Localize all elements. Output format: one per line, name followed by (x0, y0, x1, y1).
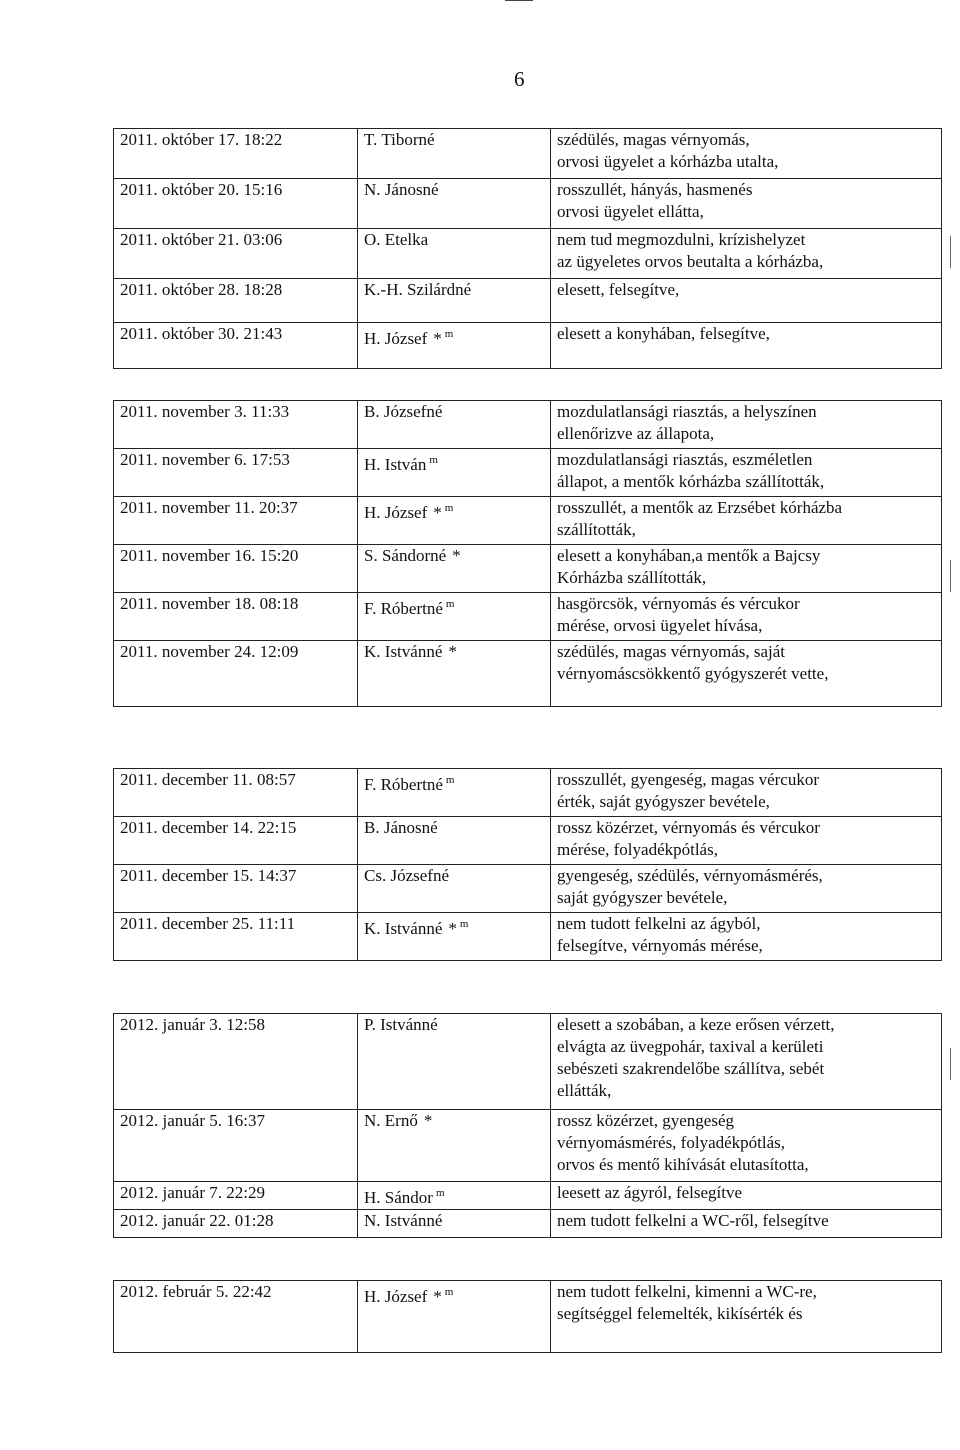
name-cell (358, 1182, 551, 1210)
date-cell: 2011. november 6. 17:53 (114, 449, 358, 497)
table-row (114, 279, 942, 323)
description-cell (551, 865, 942, 913)
description-cell (551, 497, 942, 545)
table-row (114, 1281, 942, 1353)
table-row (114, 1210, 942, 1238)
resident-name: Cs. Józsefné (364, 866, 449, 885)
name-cell (358, 1281, 551, 1353)
name-cell (358, 865, 551, 913)
table-row (114, 179, 942, 229)
description-line: elesett a szobában, a keze erősen vérzett, (557, 1015, 835, 1034)
description-cell (551, 279, 942, 323)
log-table (113, 768, 942, 961)
description-cell (551, 1014, 942, 1110)
name-cell (358, 913, 551, 961)
log-table (113, 1280, 942, 1353)
description-line: az ügyeletes orvos beutalta a kórházba, (557, 252, 824, 271)
scan-edge-mark (950, 560, 951, 592)
description-line: orvosi ügyelet a kórházba utalta, (557, 152, 779, 171)
date-cell: 2011. november 16. 15:20 (114, 545, 358, 593)
table-row (114, 449, 942, 497)
date-cell: 2012. január 22. 01:28 (114, 1210, 358, 1238)
resident-name: T. Tiborné (364, 130, 435, 149)
table-row (114, 913, 942, 961)
table-row (114, 323, 942, 369)
description-line: nem tud megmozdulni, krízishelyzet (557, 230, 806, 249)
description-cell (551, 449, 942, 497)
superscript-mark: m (445, 598, 455, 610)
superscript-mark: m (445, 774, 455, 786)
date-cell: 2012. január 5. 16:37 (114, 1110, 358, 1182)
description-cell (551, 1210, 942, 1238)
table-row (114, 817, 942, 865)
description-line: elesett a konyhában,a mentők a Bajcsy (557, 546, 821, 565)
superscript-mark: m (435, 1187, 445, 1199)
description-cell (551, 401, 942, 449)
description-line: gyengeség, szédülés, vérnyomásmérés, (557, 866, 823, 885)
description-line: Kórházba szállították, (557, 568, 707, 587)
name-cell (358, 323, 551, 369)
date-cell: 2011. november 3. 11:33 (114, 401, 358, 449)
description-cell (551, 229, 942, 279)
scan-edge-mark (950, 236, 951, 268)
resident-name: H. József (364, 503, 428, 522)
description-cell (551, 129, 942, 179)
description-line: mozdulatlansági riasztás, eszméletlen (557, 450, 813, 469)
resident-name: O. Etelka (364, 230, 429, 249)
description-line: felsegítve, vérnyomás mérése, (557, 936, 763, 955)
description-cell (551, 641, 942, 707)
description-line: vérnyomásmérés, folyadékpótlás, (557, 1133, 786, 1152)
date-cell: 2011. november 11. 20:37 (114, 497, 358, 545)
asterisk-mark: * (423, 1111, 433, 1130)
resident-name: K.-H. Szilárdné (364, 280, 472, 299)
page-number: 6 (514, 67, 525, 91)
table-row (114, 129, 942, 179)
date-cell: 2011. október 30. 21:43 (114, 323, 358, 369)
resident-name: K. Istvánné (364, 642, 443, 661)
description-line: vérnyomáscsökkentő gyógyszerét vette, (557, 664, 829, 683)
table-row (114, 497, 942, 545)
log-table (113, 400, 942, 707)
superscript-mark: m (429, 454, 438, 466)
description-line: rosszullét, gyengeség, magas vércukor (557, 770, 819, 789)
name-cell (358, 129, 551, 179)
description-line: elesett, felsegítve, (557, 280, 680, 299)
resident-name: F. Róbertné (364, 599, 443, 618)
description-line: mozdulatlansági riasztás, a helyszínen (557, 402, 817, 421)
description-line: mérése, orvosi ügyelet hívása, (557, 616, 763, 635)
description-cell (551, 593, 942, 641)
scan-edge-mark (950, 1048, 951, 1080)
description-line: segítséggel felemelték, kikísérték és (557, 1304, 803, 1323)
description-line: saját gyógyszer bevétele, (557, 888, 728, 907)
description-cell (551, 179, 942, 229)
name-cell (358, 1110, 551, 1182)
description-line: szédülés, magas vérnyomás, saját (557, 642, 786, 661)
scan-top-mark (505, 0, 533, 1)
date-cell: 2011. október 28. 18:28 (114, 279, 358, 323)
description-line: nem tudott felkelni az ágyból, (557, 914, 761, 933)
description-line: sebészeti szakrendelőbe szállítva, sebét (557, 1059, 825, 1078)
name-cell (358, 593, 551, 641)
name-cell (358, 545, 551, 593)
description-cell (551, 1281, 942, 1353)
description-line: hasgörcsök, vérnyomás és vércukor (557, 594, 800, 613)
superscript-mark: m (444, 1286, 454, 1298)
name-cell (358, 1210, 551, 1238)
resident-name: K. Istvánné (364, 919, 443, 938)
description-cell (551, 817, 942, 865)
description-line: rossz közérzet, gyengeség (557, 1111, 735, 1130)
name-cell (358, 179, 551, 229)
name-cell (358, 401, 551, 449)
name-cell (358, 279, 551, 323)
asterisk-mark: * (448, 642, 457, 661)
description-line: mérése, folyadékpótlás, (557, 840, 718, 859)
table-row (114, 865, 942, 913)
name-cell (358, 229, 551, 279)
description-line: szállították, (557, 520, 636, 539)
table-row (114, 1182, 942, 1210)
description-line: nem tudott felkelni a WC-ről, felsegítve (557, 1211, 829, 1230)
asterisk-mark: * (433, 329, 442, 348)
asterisk-mark: * (448, 919, 457, 938)
table-row (114, 641, 942, 707)
description-line: leesett az ágyról, felsegítve (557, 1183, 743, 1202)
description-line: szédülés, magas vérnyomás, (557, 130, 750, 149)
date-cell: 2011. október 17. 18:22 (114, 129, 358, 179)
resident-name: S. Sándorné (364, 546, 447, 565)
resident-name: H. József (364, 1287, 428, 1306)
name-cell (358, 497, 551, 545)
table-row (114, 545, 942, 593)
description-line: érték, saját gyógyszer bevétele, (557, 792, 770, 811)
asterisk-mark: * (433, 503, 442, 522)
resident-name: B. Jánosné (364, 818, 438, 837)
name-cell (358, 641, 551, 707)
date-cell: 2011. december 25. 11:11 (114, 913, 358, 961)
description-cell (551, 323, 942, 369)
resident-name: N. Istvánné (364, 1211, 443, 1230)
description-cell (551, 1182, 942, 1210)
description-line: rosszullét, hányás, hasmenés (557, 180, 753, 199)
description-cell (551, 913, 942, 961)
log-table (113, 128, 942, 369)
resident-name: H. József (364, 329, 428, 348)
resident-name: N. Jánosné (364, 180, 439, 199)
date-cell: 2011. december 11. 08:57 (114, 769, 358, 817)
description-line: ellátták, (557, 1081, 612, 1100)
description-line: elvágta az üvegpohár, taxival a kerületi (557, 1037, 824, 1056)
description-line: rosszullét, a mentők az Erzsébet kórházba (557, 498, 843, 517)
resident-name: N. Ernő (364, 1111, 418, 1130)
asterisk-mark: * (452, 546, 461, 565)
resident-name: P. Istvánné (364, 1015, 438, 1034)
resident-name: H. István (364, 455, 427, 474)
date-cell: 2011. október 20. 15:16 (114, 179, 358, 229)
asterisk-mark: * (433, 1287, 442, 1306)
date-cell: 2011. november 18. 08:18 (114, 593, 358, 641)
date-cell: 2012. február 5. 22:42 (114, 1281, 358, 1353)
table-row (114, 401, 942, 449)
description-cell (551, 769, 942, 817)
resident-name: F. Róbertné (364, 775, 443, 794)
description-line: orvosi ügyelet ellátta, (557, 202, 704, 221)
description-line: nem tudott felkelni, kimenni a WC-re, (557, 1282, 817, 1301)
date-cell: 2011. október 21. 03:06 (114, 229, 358, 279)
description-line: elesett a konyhában, felsegítve, (557, 324, 770, 343)
description-line: orvos és mentő kihívását elutasította, (557, 1155, 809, 1174)
name-cell (358, 1014, 551, 1110)
date-cell: 2011. december 14. 22:15 (114, 817, 358, 865)
table-row (114, 1110, 942, 1182)
name-cell (358, 817, 551, 865)
description-line: ellenőrizve az állapota, (557, 424, 715, 443)
table-row (114, 769, 942, 817)
table-row (114, 1014, 942, 1110)
date-cell: 2012. január 7. 22:29 (114, 1182, 358, 1210)
superscript-mark: m (459, 918, 469, 930)
description-line: rossz közérzet, vérnyomás és vércukor (557, 818, 820, 837)
table-row (114, 593, 942, 641)
date-cell: 2011. november 24. 12:09 (114, 641, 358, 707)
table-row (114, 229, 942, 279)
name-cell (358, 769, 551, 817)
description-cell (551, 1110, 942, 1182)
resident-name: B. Józsefné (364, 402, 443, 421)
name-cell (358, 449, 551, 497)
resident-name: H. Sándor (364, 1188, 433, 1207)
date-cell: 2011. december 15. 14:37 (114, 865, 358, 913)
description-line: állapot, a mentők kórházba szállították, (557, 472, 825, 491)
date-cell: 2012. január 3. 12:58 (114, 1014, 358, 1110)
description-cell (551, 545, 942, 593)
superscript-mark: m (444, 328, 454, 340)
log-table (113, 1013, 942, 1238)
superscript-mark: m (444, 502, 454, 514)
